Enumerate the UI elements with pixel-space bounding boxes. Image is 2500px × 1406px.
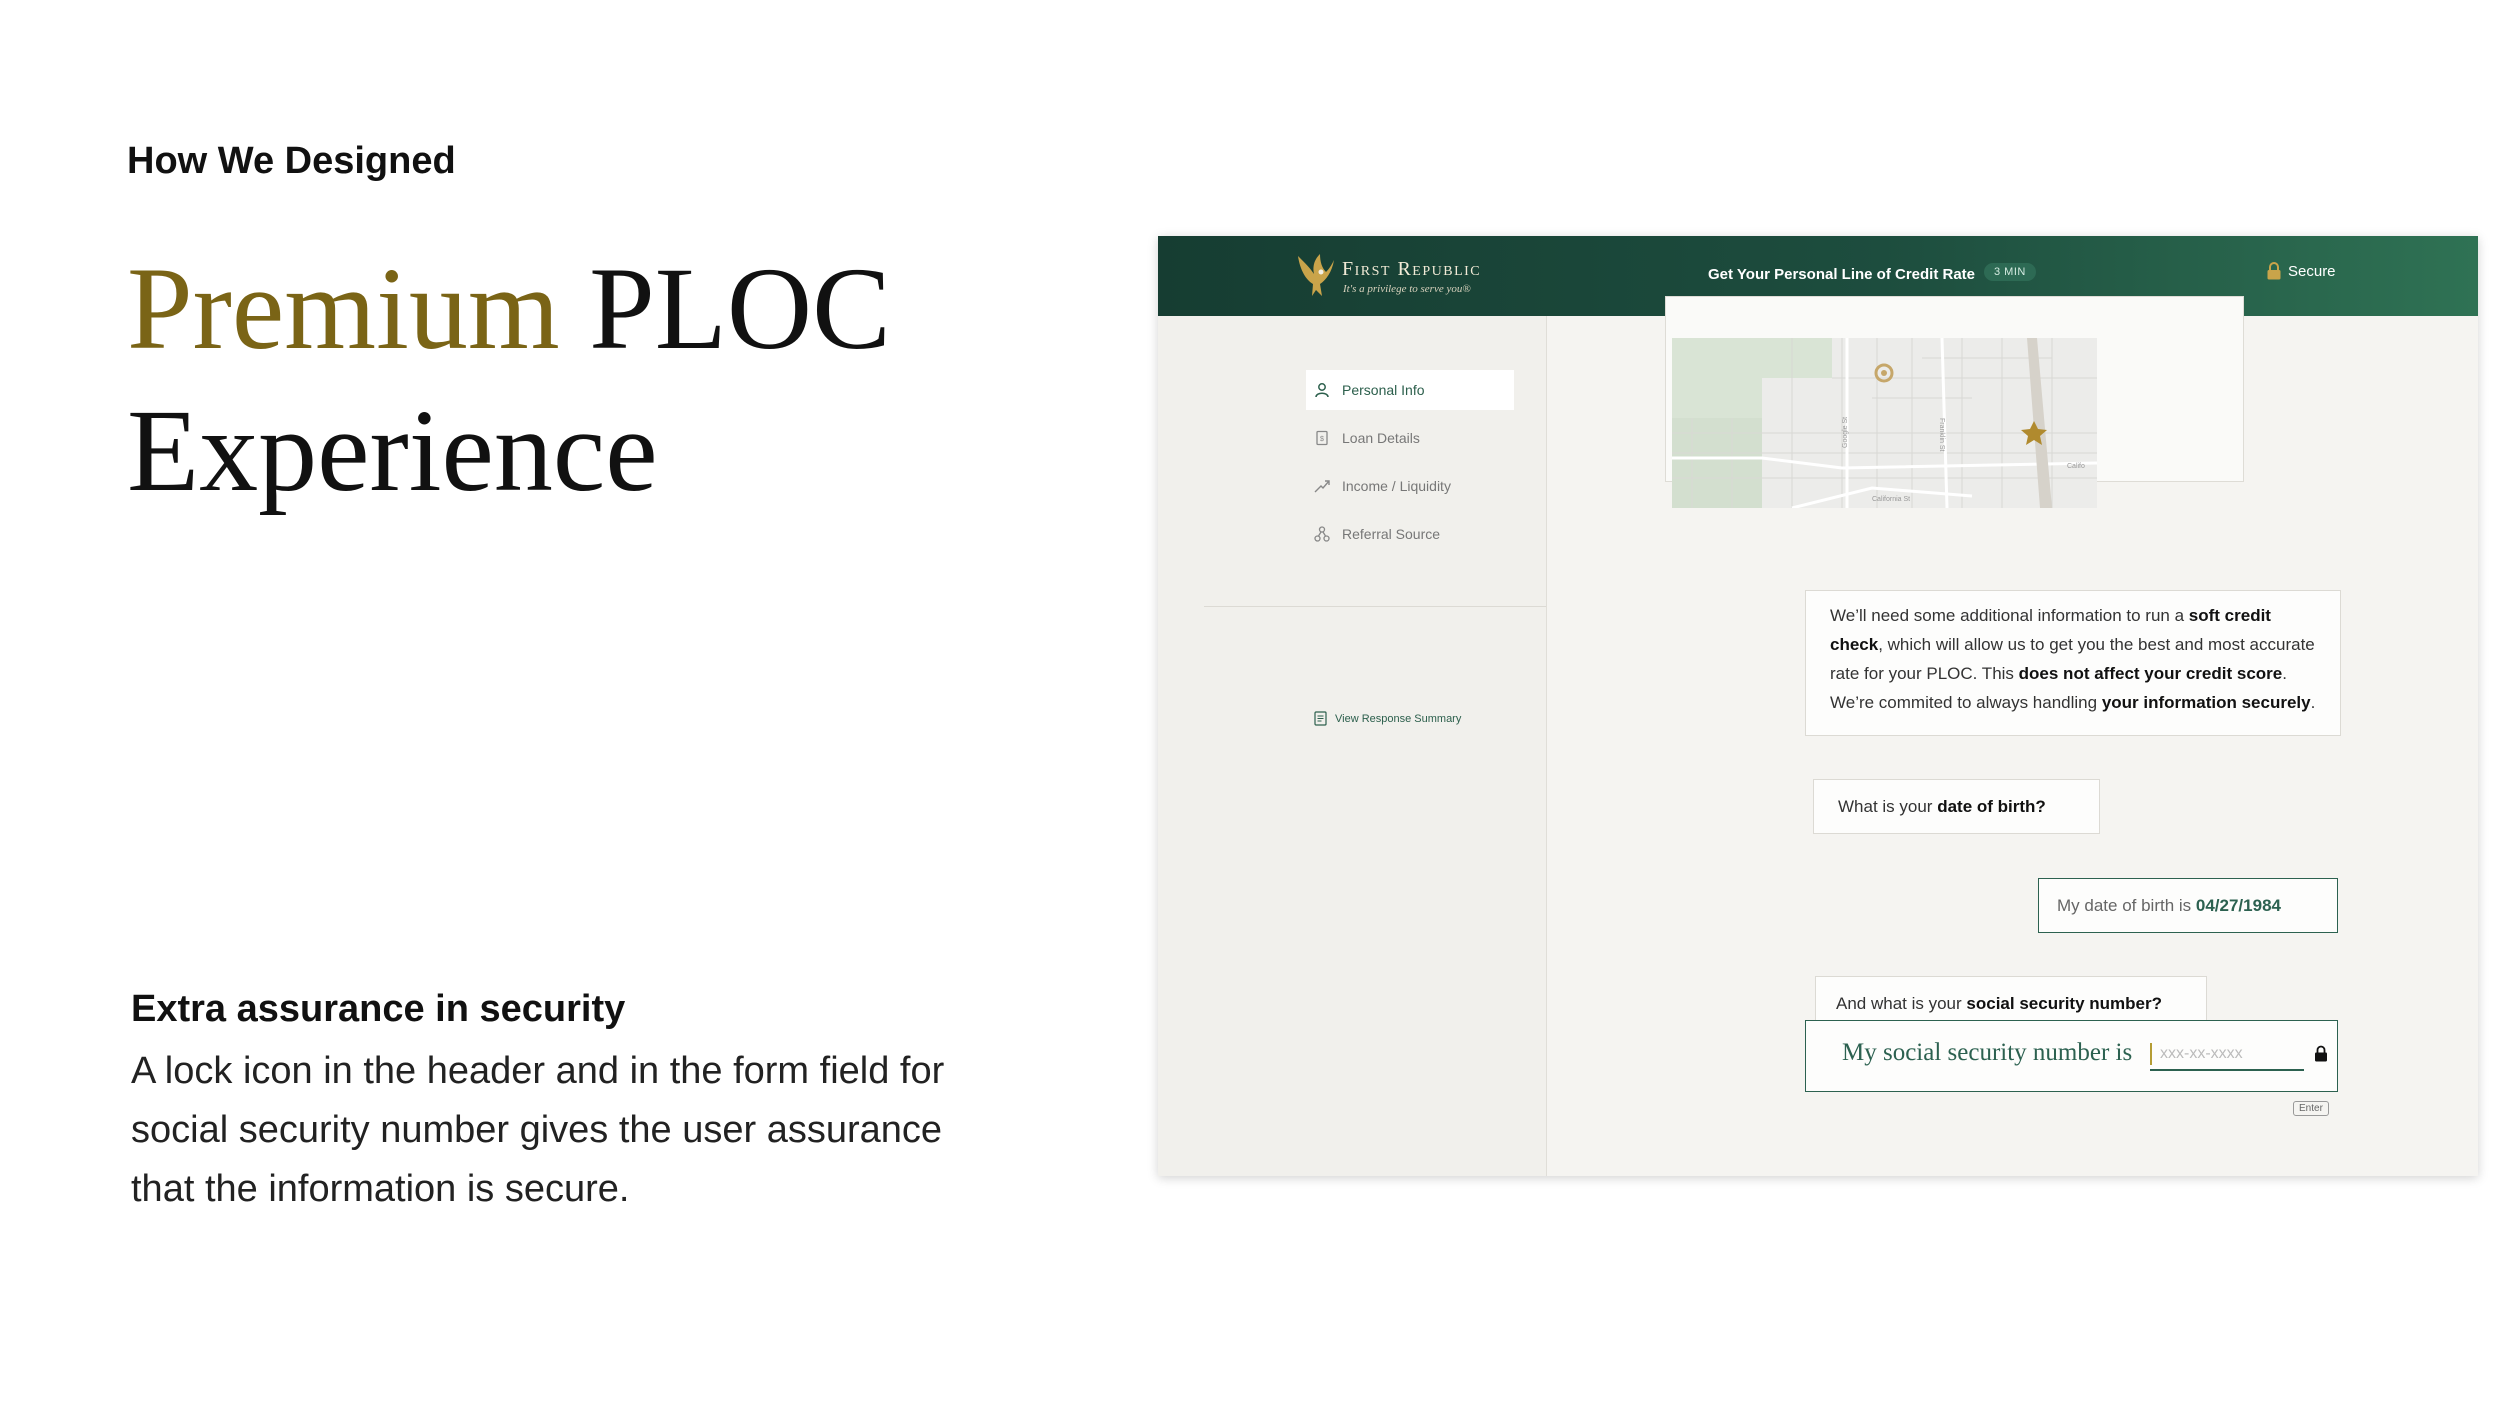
sidebar-item-label: Personal Info: [1342, 382, 1425, 398]
brand-name: First Republic: [1342, 258, 1482, 280]
section-eyebrow: How We Designed: [127, 140, 456, 182]
chat-panel: [1547, 316, 2478, 1176]
message-text: .: [2310, 693, 2316, 712]
feature-title: Extra assurance in security: [131, 988, 626, 1030]
message-text: . We’re commited to always handling: [1830, 664, 2287, 712]
ssn-input-bubble: [1805, 1020, 2338, 1092]
message-bold-text: social security number?: [1966, 994, 2162, 1013]
sidebar-item-label: Income / Liquidity: [1342, 478, 1451, 494]
bot-message-dob-question: [1813, 779, 2100, 834]
message-text: We’ll need some additional information to run a: [1830, 606, 2189, 625]
sidebar-item-referral-source[interactable]: [1306, 514, 1514, 554]
person-icon: [1314, 382, 1330, 398]
summary-link-label: View Response Summary: [1335, 712, 1462, 725]
trend-icon: [1314, 478, 1330, 494]
location-map: [1672, 338, 2097, 508]
map-graphic: [1672, 338, 2097, 508]
message-text: , which will allow us to get you the best and most accurate rate for your PLOC. This: [1830, 635, 2315, 683]
view-response-summary-link[interactable]: [1314, 711, 1461, 726]
svg-text:$: $: [1320, 436, 1324, 443]
user-message-dob-answer: [2038, 878, 2338, 933]
sidebar-divider: [1204, 606, 1546, 607]
brand-tagline: It's a privilege to serve you®: [1343, 283, 1471, 295]
feature-description: A lock icon in the header and in the form field for social security number gives the user assurance that the information is secure.: [131, 1050, 945, 1210]
street-label: Califo: [2067, 463, 2085, 470]
lock-icon: [2314, 1045, 2328, 1062]
time-estimate-badge: 3 MIN: [1984, 263, 2036, 281]
hero-title-main: PLOC: [589, 243, 891, 374]
message-bold-text: soft credit check: [1830, 606, 2271, 654]
summary-icon: [1314, 711, 1327, 726]
street-label: Franklin St: [1938, 418, 1945, 452]
message-text: What is your: [1838, 797, 1938, 816]
street-label: California St: [1872, 496, 1911, 503]
message-text: My date of birth is: [2057, 896, 2196, 915]
hero-title-line2: Experience: [127, 385, 658, 516]
secure-indicator: [2266, 262, 2336, 280]
secure-label: Secure: [2288, 262, 2336, 280]
message-bold-text: your information securely: [2101, 693, 2311, 712]
hero-title: [127, 238, 891, 522]
street-label: Google St: [1842, 416, 1849, 448]
app-screenshot: [1158, 236, 2478, 1176]
sidebar-item-income-liquidity[interactable]: [1306, 466, 1514, 506]
ssn-input[interactable]: [2150, 1039, 2304, 1071]
sidebar-item-personal-info[interactable]: [1306, 370, 1514, 410]
network-icon: [1314, 526, 1330, 542]
dob-value: 04/27/1984: [2195, 896, 2281, 915]
ssn-placeholder: xxx-xx-xxxx: [2160, 1045, 2243, 1062]
text-caret: [2150, 1043, 2152, 1065]
header-title: Get Your Personal Line of Credit Rate: [1708, 266, 1975, 283]
document-icon: [1314, 430, 1330, 446]
sidebar: [1158, 316, 1547, 1176]
enter-key-hint[interactable]: Enter: [2293, 1101, 2329, 1116]
lock-icon: [2266, 262, 2282, 280]
sidebar-item-loan-details[interactable]: [1306, 418, 1514, 458]
bot-message-credit-check: [1805, 590, 2341, 736]
hero-title-accent: Premium: [127, 243, 560, 374]
message-text: And what is your: [1836, 994, 1967, 1013]
eagle-logo-icon: [1296, 250, 1336, 300]
message-bold-text: does not affect your credit score: [2018, 664, 2283, 683]
ssn-prompt-text: My social security number is: [1842, 1039, 2133, 1066]
sidebar-item-label: Referral Source: [1342, 526, 1441, 542]
sidebar-item-label: Loan Details: [1342, 430, 1420, 446]
message-bold-text: date of birth?: [1937, 797, 2046, 816]
